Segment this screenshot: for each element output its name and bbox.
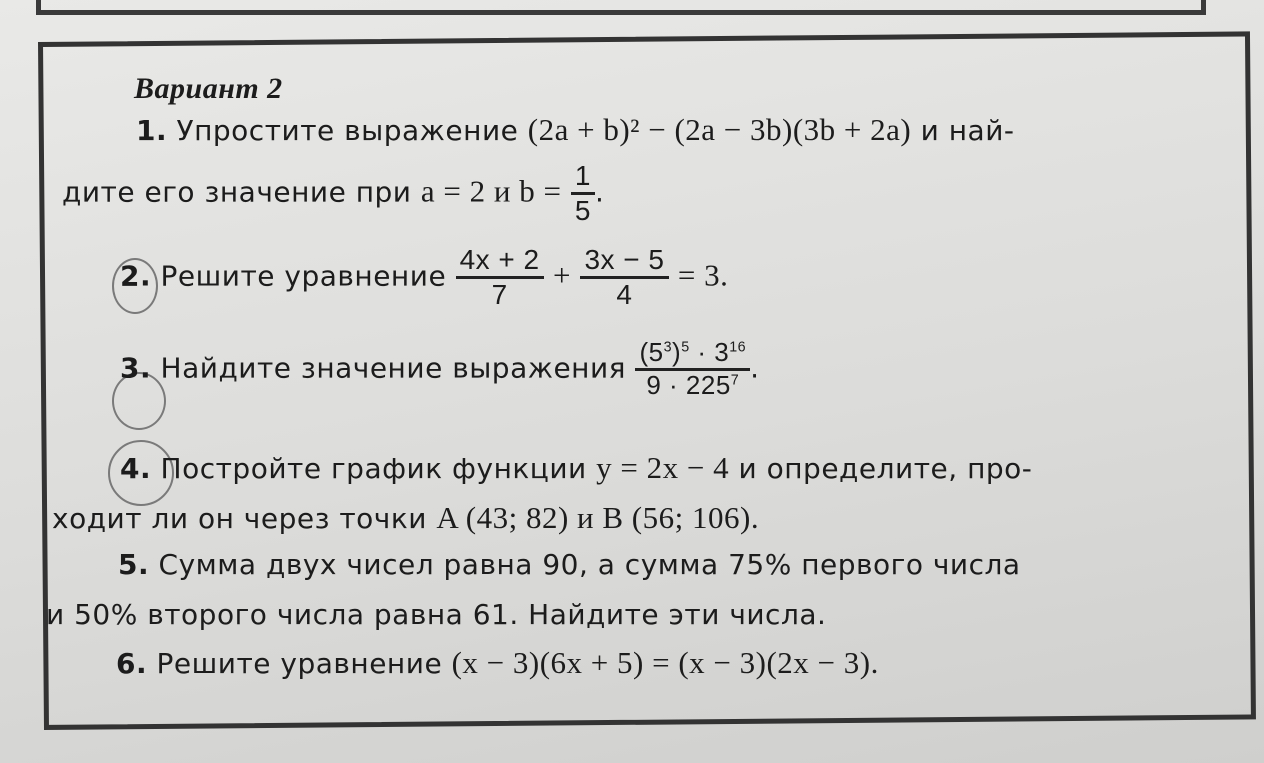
- task-5-line-2: и 50% второго числа равна 61. Найдите эти числа.: [46, 598, 827, 631]
- task-1-line-1: [136, 112, 1015, 148]
- task-2-number: 2.: [120, 259, 152, 293]
- task-1-end: .: [594, 175, 605, 209]
- task-6-text: Решите уравнение: [156, 647, 443, 680]
- task-5-text-1: Сумма двух чисел равна 90, а сумма 75% первого числа: [158, 548, 1021, 581]
- task-2-fraction-1-denominator: 7: [491, 279, 508, 311]
- task-4-line-2: [52, 500, 759, 536]
- task-4-line-1: [120, 450, 1032, 486]
- task-4-points: A (43; 82) и B (56; 106).: [436, 500, 760, 535]
- task-3-fraction-numerator: [635, 338, 750, 371]
- task-1-line2-text: дите его значение при: [62, 175, 412, 209]
- task-3-num-part-a: (5: [639, 337, 664, 367]
- task-1-condition: a = 2 и b =: [420, 173, 562, 209]
- task-2-text: Решите уравнение: [160, 259, 447, 293]
- task-1-fraction: [571, 160, 595, 227]
- task-5-number: 5.: [118, 548, 150, 581]
- task-3-fraction-denominator: [635, 371, 750, 401]
- task-4-function: y = 2x − 4: [596, 450, 730, 485]
- task-1-fraction-denominator: 5: [574, 195, 591, 227]
- task-2-plus: +: [553, 257, 572, 293]
- task-3-den-exp: 7: [730, 372, 740, 389]
- task-3-num-exp-a: 3: [663, 339, 673, 356]
- task-3-end: .: [750, 351, 760, 385]
- task-1-text: Упростите выражение: [176, 114, 519, 147]
- task-4-number: 4.: [120, 452, 152, 485]
- variant-title: Вариант 2: [134, 72, 283, 105]
- task-1-expression: (2a + b)² − (2a − 3b)(3b + 2a): [527, 112, 912, 147]
- task-3-number: 3.: [120, 351, 152, 385]
- task-6-equation: (x − 3)(6x + 5) = (x − 3)(2x − 3).: [451, 645, 879, 680]
- task-2-line: [120, 244, 728, 311]
- task-2-fraction-1: [456, 244, 544, 311]
- task-6-number: 6.: [116, 647, 148, 680]
- task-3-line: [120, 338, 760, 401]
- task-1-text-end: и най-: [920, 114, 1015, 147]
- task-2-fraction-2-denominator: 4: [616, 279, 633, 311]
- task-3-fraction: [635, 338, 750, 401]
- task-6-line: [116, 645, 879, 681]
- task-2-rhs: = 3.: [677, 257, 729, 293]
- task-2-fraction-2: [580, 244, 668, 311]
- task-3-text: Найдите значение выражения: [160, 351, 627, 385]
- task-1-number: 1.: [136, 114, 168, 147]
- task-3-num-exp-b: 5: [681, 339, 690, 356]
- task-1-fraction-numerator: 1: [571, 160, 595, 195]
- task-1-line-2: [62, 160, 604, 227]
- task-2-fraction-2-numerator: 3x − 5: [580, 244, 668, 279]
- task-4-line2-text: ходит ли он через точки: [52, 502, 427, 535]
- task-3-num-part-b: ): [672, 337, 682, 367]
- task-3-den-part: 9 · 225: [646, 369, 731, 400]
- task-4-text-end: и определите, про-: [738, 452, 1033, 485]
- previous-variant-frame: [36, 0, 1206, 15]
- task-5-line-1: [118, 548, 1021, 581]
- task-2-fraction-1-numerator: 4x + 2: [456, 244, 544, 279]
- task-4-text: Постройте график функции: [160, 452, 587, 485]
- task-3-num-part-c: · 3: [689, 337, 730, 367]
- task-3-num-exp-c: 16: [729, 339, 747, 356]
